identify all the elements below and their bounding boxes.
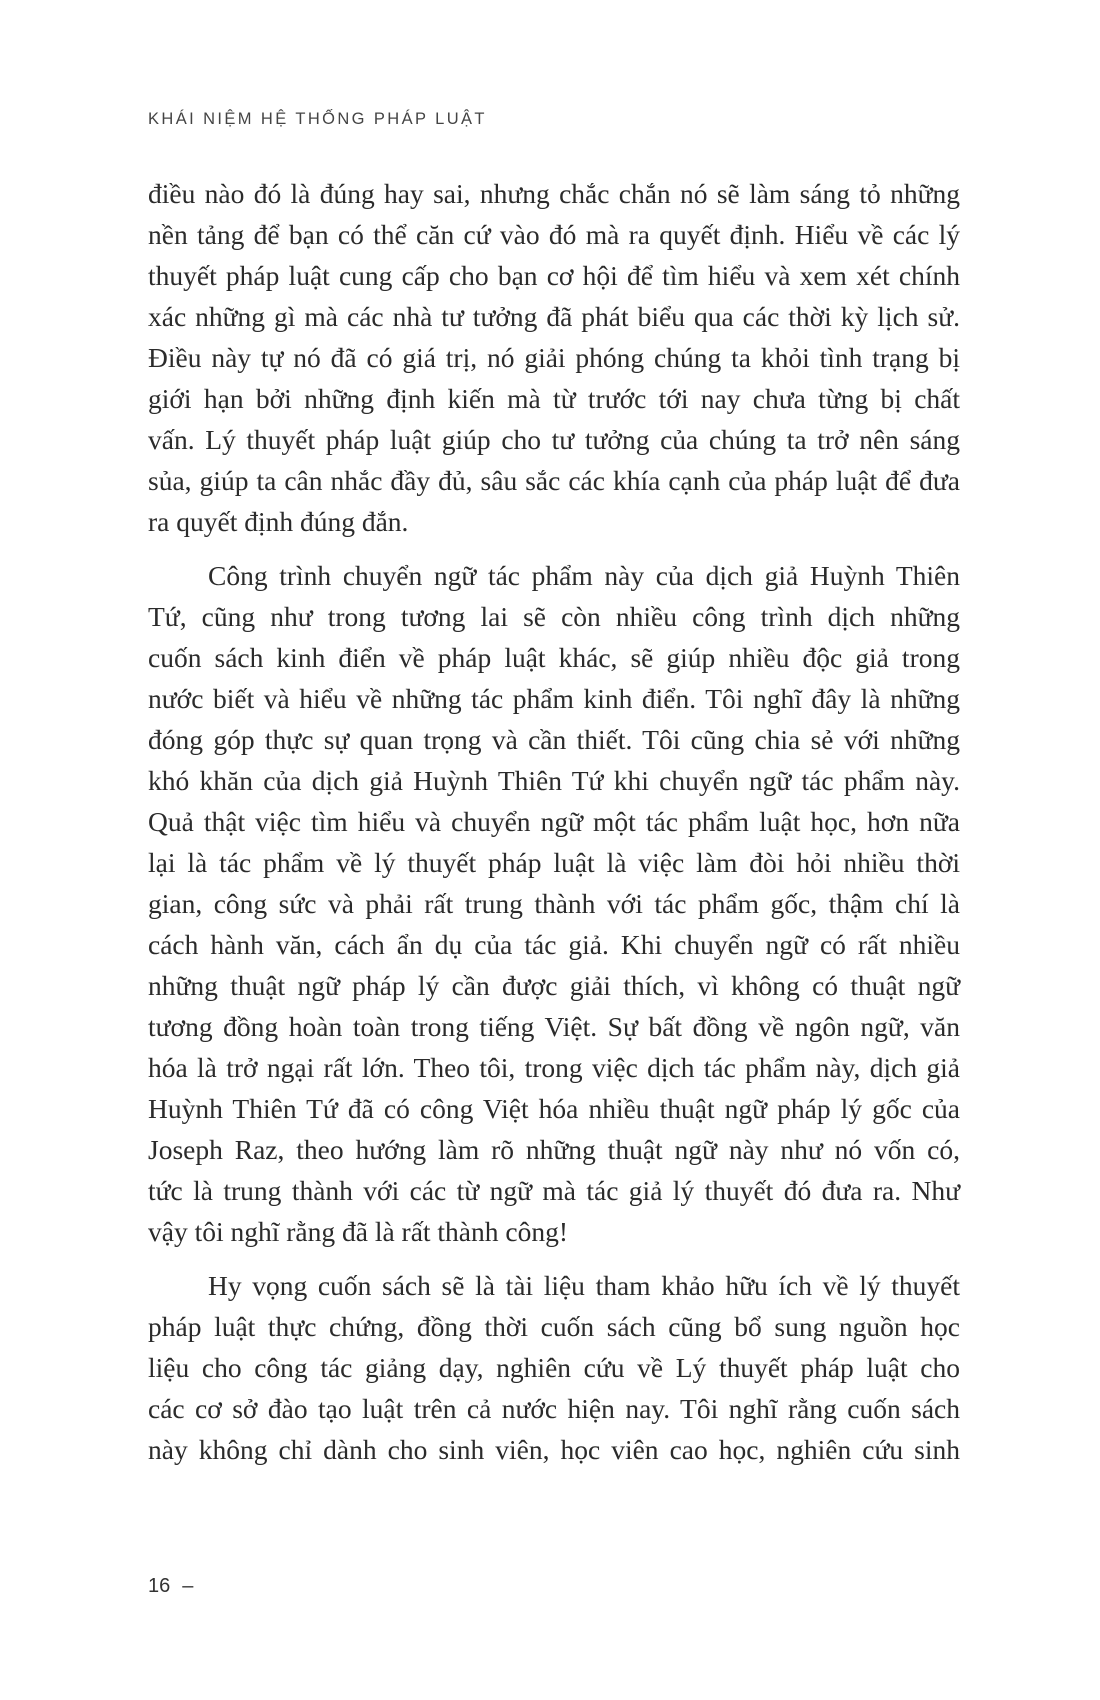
page-footer	[148, 1575, 193, 1598]
paragraph-3	[148, 1265, 960, 1470]
text-line: sủa, giúp ta cân nhắc đầy đủ, sâu sắc các khía cạnh của pháp luật để đưa	[148, 465, 960, 496]
text-line: cách hành văn, cách ẩn dụ của tác giả. Khi chuyển ngữ có rất nhiều	[148, 929, 960, 960]
text-line: Huỳnh Thiên Tứ đã có công Việt hóa nhiều thuật ngữ pháp lý gốc của	[148, 1093, 960, 1124]
text-line: cuốn sách kinh điển về pháp luật khác, sẽ giúp nhiều độc giả trong	[148, 642, 960, 673]
text-line: nước biết và hiểu về những tác phẩm kinh điển. Tôi nghĩ đây là những	[148, 683, 960, 714]
text-line: hóa là trở ngại rất lớn. Theo tôi, trong việc dịch tác phẩm này, dịch giả	[148, 1052, 960, 1083]
text-line: Quả thật việc tìm hiểu và chuyển ngữ một tác phẩm luật học, hơn nữa	[148, 806, 960, 837]
text-line: gian, công sức và phải rất trung thành với tác phẩm gốc, thậm chí là	[148, 888, 960, 919]
text-line: Hy vọng cuốn sách sẽ là tài liệu tham khảo hữu ích về lý thuyết	[208, 1270, 960, 1301]
text-line: những thuật ngữ pháp lý cần được giải thích, vì không có thuật ngữ	[148, 970, 960, 1001]
text-line: này không chỉ dành cho sinh viên, học viên cao học, nghiên cứu sinh	[148, 1434, 960, 1465]
text-line: pháp luật thực chứng, đồng thời cuốn sách cũng bổ sung nguồn học	[148, 1311, 960, 1342]
paragraph-2	[148, 555, 960, 1252]
text-line: ra quyết định đúng đắn.	[148, 506, 409, 537]
text-line: xác những gì mà các nhà tư tưởng đã phát biểu qua các thời kỳ lịch sử.	[148, 301, 960, 332]
text-line: giới hạn bởi những định kiến mà từ trước tới nay chưa từng bị chất	[148, 383, 960, 414]
text-line: đóng góp thực sự quan trọng và cần thiết. Tôi cũng chia sẻ với những	[148, 724, 960, 755]
text-line: Công trình chuyển ngữ tác phẩm này của dịch giả Huỳnh Thiên	[208, 560, 960, 591]
text-line: các cơ sở đào tạo luật trên cả nước hiện nay. Tôi nghĩ rằng cuốn sách	[148, 1393, 960, 1424]
text-line: lại là tác phẩm về lý thuyết pháp luật là việc làm đòi hỏi nhiều thời	[148, 847, 960, 878]
body-text	[148, 173, 960, 1470]
text-line: liệu cho công tác giảng dạy, nghiên cứu về Lý thuyết pháp luật cho	[148, 1352, 960, 1383]
text-line: điều nào đó là đúng hay sai, nhưng chắc chắn nó sẽ làm sáng tỏ những	[148, 178, 960, 209]
text-line: Tứ, cũng như trong tương lai sẽ còn nhiều công trình dịch những	[148, 601, 960, 632]
text-line: tương đồng hoàn toàn trong tiếng Việt. Sự bất đồng về ngôn ngữ, văn	[148, 1011, 960, 1042]
text-line: vấn. Lý thuyết pháp luật giúp cho tư tưởng của chúng ta trở nên sáng	[148, 424, 960, 455]
paragraph-1	[148, 173, 960, 542]
text-line: thuyết pháp luật cung cấp cho bạn cơ hội để tìm hiểu và xem xét chính	[148, 260, 960, 291]
running-header: KHÁI NIỆM HỆ THỐNG PHÁP LUẬT	[148, 110, 487, 128]
text-line: nền tảng để bạn có thể căn cứ vào đó mà ra quyết định. Hiểu về các lý	[148, 219, 960, 250]
text-line: tức là trung thành với các từ ngữ mà tác giả lý thuyết đó đưa ra. Như	[148, 1175, 960, 1206]
text-line: Điều này tự nó đã có giá trị, nó giải phóng chúng ta khỏi tình trạng bị	[148, 342, 960, 373]
text-line: Joseph Raz, theo hướng làm rõ những thuật ngữ này như nó vốn có,	[148, 1134, 960, 1165]
page-number: 16	[148, 1575, 171, 1597]
text-line: vậy tôi nghĩ rằng đã là rất thành công!	[148, 1216, 569, 1247]
page-number-separator: –	[182, 1575, 194, 1597]
text-line: khó khăn của dịch giả Huỳnh Thiên Tứ khi chuyển ngữ tác phẩm này.	[148, 765, 960, 796]
